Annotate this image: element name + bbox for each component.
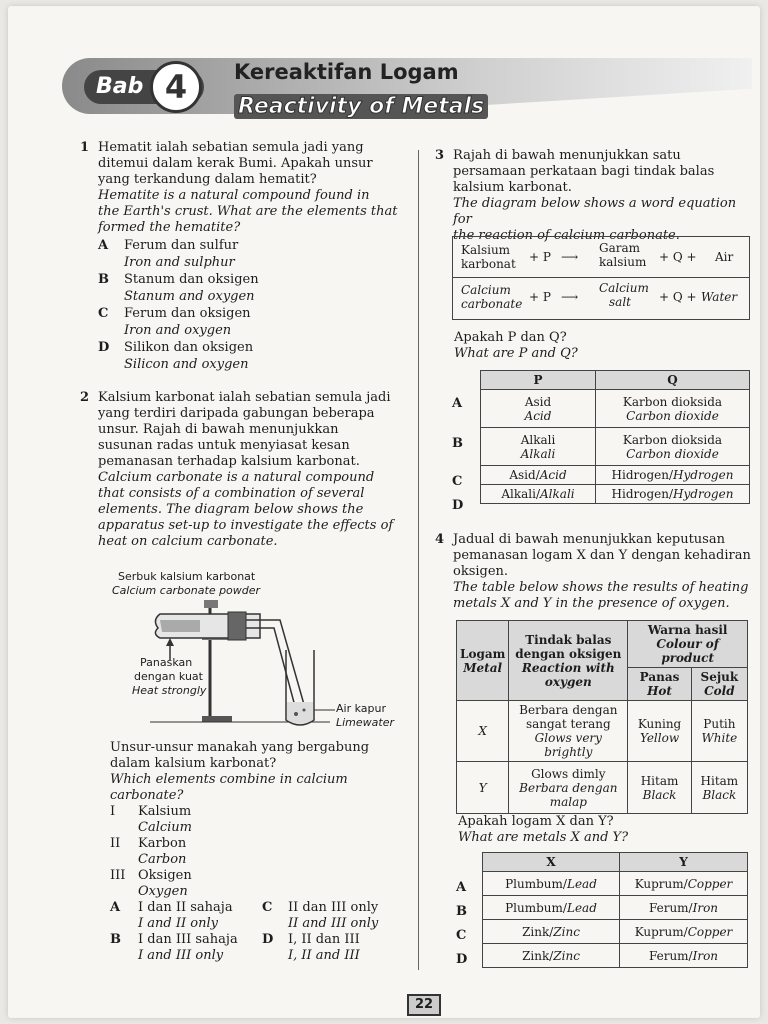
option-text-ms: Stanum dan oksigen xyxy=(124,272,259,287)
cell-ms: Alkali xyxy=(520,432,556,447)
option-text-en: I and II only xyxy=(138,916,218,931)
option-text-en: I and III only xyxy=(138,948,224,963)
cell-en: Alkali xyxy=(540,487,575,501)
q3-text-ms-line: persamaan perkataan bagi tindak balas xyxy=(453,164,715,179)
q3-option-a[interactable] xyxy=(481,390,750,428)
q3-question xyxy=(454,330,744,362)
cell-en: Hydrogen xyxy=(673,468,734,482)
question-2-part-2 xyxy=(110,740,410,964)
header-colour-ms: Warna hasil xyxy=(647,623,728,637)
q1-text-ms-line: Hematit ialah sebatian semula jadi yang xyxy=(98,140,364,155)
label-heat-en: Heat strongly xyxy=(132,684,207,697)
eq-en-reactant: Calcium xyxy=(461,283,511,297)
cell-reaction: Glows dimly xyxy=(531,766,606,781)
cell-en: Carbon dioxide xyxy=(626,446,719,461)
option-text-en: II and III only xyxy=(288,916,379,931)
q1-text-ms-line: ditemui dalam kerak Bumi. Apakah unsur xyxy=(98,156,373,171)
cell-ms: Karbon dioksida xyxy=(622,394,723,409)
col-header-x: X xyxy=(483,853,620,872)
q2-question-en: carbonate? xyxy=(110,788,184,803)
item-text-ms: Karbon xyxy=(138,836,187,851)
header-reaction-ms: Tindak balas xyxy=(525,632,612,647)
q2-option-b[interactable] xyxy=(110,932,238,963)
q4-option-b[interactable] xyxy=(483,896,748,920)
cell-metal: X xyxy=(457,701,509,762)
item-text-en: Carbon xyxy=(138,852,187,867)
header-cold-ms: Sejuk xyxy=(700,670,739,684)
option-text-ms: I, II dan III xyxy=(288,932,360,947)
eq-ms-reactant: Kalsium xyxy=(461,243,511,257)
header-cold-en: Cold xyxy=(704,684,735,698)
option-letter: B xyxy=(456,904,467,919)
q2-option-c[interactable] xyxy=(262,900,379,931)
q2-option-d[interactable] xyxy=(262,932,360,963)
cell-ms: Kuprum/ xyxy=(634,876,688,891)
cell-cold-en: White xyxy=(701,731,738,745)
eq-plus-p: + P xyxy=(529,250,551,264)
cell-cold-ms: Hitam xyxy=(700,773,739,788)
apparatus-diagram xyxy=(110,570,410,735)
option-text-en: Iron and sulphur xyxy=(124,255,235,270)
header-hot-ms: Panas xyxy=(639,670,680,684)
q4-option-d[interactable] xyxy=(483,944,748,968)
header-reaction-en: oxygen xyxy=(544,674,592,689)
item-text-ms: Oksigen xyxy=(138,868,192,883)
cell-reaction: Glows very brightly xyxy=(534,731,602,759)
cell-en: Carbon dioxide xyxy=(626,408,719,423)
cell-ms: Hidrogen/ xyxy=(611,468,674,482)
q1-text-en-line: formed the hematite? xyxy=(98,220,241,235)
q4-question-en: What are metals X and Y? xyxy=(458,830,629,845)
column-divider xyxy=(418,150,419,970)
q2-option-a[interactable] xyxy=(110,900,233,931)
cell-hot-ms: Kuning xyxy=(637,717,682,731)
eq-en-product: Calcium xyxy=(599,281,649,295)
cell-ms: Plumbum/ xyxy=(505,900,567,915)
q2-question-ms: dalam kalsium karbonat? xyxy=(110,756,277,771)
q2-text-en-line: elements. The diagram below shows the xyxy=(98,502,364,517)
q4-option-c[interactable] xyxy=(483,920,748,944)
q1-text-en-line: Hematite is a natural compound found in xyxy=(98,188,370,203)
eq-en-reactant: carbonate xyxy=(461,297,523,311)
eq-plus-p: + P xyxy=(529,290,551,304)
q2-question-ms: Unsur-unsur manakah yang bergabung xyxy=(110,740,370,755)
label-heat-ms-1: Panaskan xyxy=(140,656,193,669)
option-letter: A xyxy=(110,900,121,915)
table-row xyxy=(457,762,748,814)
q4-results-table xyxy=(456,620,748,814)
option-text-en: Silicon and oxygen xyxy=(124,357,249,372)
option-letter: B xyxy=(452,436,463,451)
label-heat-ms-2: dengan kuat xyxy=(134,670,203,683)
q4-text-ms-line: Jadual di bawah menunjukkan keputusan xyxy=(453,532,725,547)
eq-ms-product: Garam xyxy=(599,241,641,255)
option-letter: D xyxy=(262,932,274,947)
eq-en-water: Water xyxy=(701,290,738,304)
q1-text-ms-line: yang terkandung dalam hematit? xyxy=(98,172,317,187)
header-reaction-en: Reaction with xyxy=(521,660,615,675)
option-letter: C xyxy=(452,474,463,489)
cell-reaction: malap xyxy=(549,794,587,809)
word-equation xyxy=(452,236,750,320)
question-number: 2 xyxy=(80,390,90,405)
cell-hot-ms: Hitam xyxy=(640,773,679,788)
cell-ms: Alkali/ xyxy=(501,487,541,501)
q4-text-ms-line: oksigen. xyxy=(453,564,509,579)
item-roman: I xyxy=(110,804,116,819)
option-text-ms: Silikon dan oksigen xyxy=(124,340,254,355)
cell-en: Zinc xyxy=(553,948,580,963)
chapter-title-en: Reactivity of Metals xyxy=(234,94,488,119)
cell-ms: Zink/ xyxy=(522,924,554,939)
table-row xyxy=(457,701,748,762)
q1-option-d[interactable] xyxy=(98,340,408,357)
q2-text-ms-line: unsur. Rajah di bawah menunjukkan xyxy=(98,422,339,437)
q2-text-en-line: heat on calcium carbonate. xyxy=(98,534,278,549)
option-letter: C xyxy=(98,306,109,321)
option-text-ms: II dan III only xyxy=(288,900,379,915)
header-colour-en: Colour of product xyxy=(656,637,719,665)
header-hot-en: Hot xyxy=(647,684,672,698)
q3-option-c[interactable] xyxy=(481,466,750,485)
cell-en: Zinc xyxy=(553,924,580,939)
arrow-right-icon: ⟶ xyxy=(561,250,579,264)
arrow-right-icon: ⟶ xyxy=(561,290,579,304)
item-roman: III xyxy=(110,868,126,883)
cell-en: Iron xyxy=(692,900,719,915)
q2-text-ms-line: pemanasan terhadap kalsium karbonat. xyxy=(98,454,360,469)
q2-text-ms-line: yang terdiri daripada gabungan beberapa xyxy=(98,406,375,421)
q3-text-en-line: The diagram below shows a word equation for xyxy=(453,196,737,227)
chapter-number: 4 xyxy=(150,61,202,113)
col-header-q: Q xyxy=(596,371,750,390)
q2-text-en-line: that consists of a combination of several xyxy=(98,486,365,501)
cell-en: Acid xyxy=(524,408,552,423)
label-powder-en: Calcium carbonate powder xyxy=(112,584,261,597)
header-logam: Logam xyxy=(460,646,506,661)
q1-option-b[interactable] xyxy=(98,272,408,289)
item-roman: II xyxy=(110,836,121,851)
q4-text-en-line: metals X and Y in the presence of oxygen. xyxy=(453,596,730,611)
option-letter: B xyxy=(110,932,121,947)
cell-cold-ms: Putih xyxy=(703,717,736,731)
q3-text-ms-line: kalsium karbonat. xyxy=(453,180,572,195)
option-text-ms: I dan II sahaja xyxy=(138,900,233,915)
page-number: 22 xyxy=(407,994,441,1016)
option-text-ms: Ferum dan sulfur xyxy=(124,238,239,253)
cell-ms: Plumbum/ xyxy=(505,876,567,891)
cell-ms: Asid xyxy=(524,394,552,409)
q2-text-en-line: apparatus set-up to investigate the effects of xyxy=(98,518,394,533)
cell-en: Copper xyxy=(687,876,733,891)
option-text-ms: Ferum dan oksigen xyxy=(124,306,251,321)
cell-en: Iron xyxy=(692,948,719,963)
header-metal: Metal xyxy=(463,660,503,675)
option-letter: A xyxy=(452,396,463,411)
cell-en: Copper xyxy=(687,924,733,939)
label-powder-ms: Serbuk kalsium karbonat xyxy=(118,570,256,583)
q3-option-d[interactable] xyxy=(481,485,750,504)
cell-en: Alkali xyxy=(520,446,556,461)
cell-en: Lead xyxy=(566,876,597,891)
cell-en: Hydrogen xyxy=(673,487,734,501)
cell-reaction: sangat terang xyxy=(525,717,611,731)
cell-reaction: Berbara dengan xyxy=(519,703,618,717)
question-number: 3 xyxy=(435,148,445,163)
option-letter: A xyxy=(456,880,467,895)
cell-en: Lead xyxy=(566,900,597,915)
chapter-title-ms: Kereaktifan Logam xyxy=(234,60,459,84)
q3-question-en: What are P and Q? xyxy=(454,346,578,361)
col-header-p: P xyxy=(481,371,596,390)
col-header-y: Y xyxy=(620,853,748,872)
header-reaction-ms: dengan oksigen xyxy=(515,646,622,661)
q4-text-en-line: The table below shows the results of heating xyxy=(453,580,749,595)
item-text-en: Calcium xyxy=(138,820,192,835)
option-letter: C xyxy=(456,928,467,943)
question-number: 4 xyxy=(435,532,445,547)
option-letter: D xyxy=(452,498,464,513)
option-letter: D xyxy=(98,340,110,355)
option-text-en: I, II and III xyxy=(288,948,360,963)
q2-text-ms-line: susunan radas untuk menyiasat kesan xyxy=(98,438,350,453)
cell-ms: Karbon dioksida xyxy=(622,432,723,447)
q3-option-b[interactable] xyxy=(481,428,750,466)
option-text-en: Iron and oxygen xyxy=(124,323,232,338)
item-text-en: Oxygen xyxy=(138,884,188,899)
q1-text-en-line: the Earth's crust. What are the elements that xyxy=(98,204,398,219)
q1-option-a[interactable] xyxy=(98,238,408,255)
option-text-ms: I dan III sahaja xyxy=(138,932,238,947)
q4-text-ms-line: pemanasan logam X dan Y dengan kehadiran xyxy=(453,548,751,563)
cell-ms: Hidrogen/ xyxy=(611,487,674,501)
cell-metal: Y xyxy=(457,762,509,814)
q4-option-a[interactable] xyxy=(483,872,748,896)
q2-text-en-line: Calcium carbonate is a natural compound xyxy=(98,470,375,485)
option-letter: A xyxy=(98,238,109,253)
label-limewater-en: Limewater xyxy=(336,716,395,729)
cell-hot-en: Black xyxy=(642,787,677,802)
chapter-banner xyxy=(62,44,752,122)
option-text-en: Stanum and oxygen xyxy=(124,289,255,304)
q4-question-ms: Apakah logam X dan Y? xyxy=(458,814,614,829)
q2-question-en: Which elements combine in calcium xyxy=(110,772,348,787)
cell-ms: Asid/ xyxy=(509,468,540,482)
label-limewater-ms: Air kapur xyxy=(336,702,386,715)
cell-cold-en: Black xyxy=(702,787,737,802)
option-letter: B xyxy=(98,272,109,287)
cell-en: Acid xyxy=(539,468,567,482)
q3-question-ms: Apakah P dan Q? xyxy=(454,330,567,345)
q2-text-ms-line: Kalsium karbonat ialah sebatian semula jadi xyxy=(98,390,391,405)
cell-ms: Zink/ xyxy=(522,948,554,963)
q1-option-c[interactable] xyxy=(98,306,408,323)
cell-reaction: Berbara dengan xyxy=(519,780,618,795)
cell-ms: Ferum/ xyxy=(648,948,693,963)
eq-ms-water: Air xyxy=(715,250,734,264)
cell-ms: Ferum/ xyxy=(648,900,693,915)
bab-label: Bab xyxy=(96,74,144,99)
q3-text-en-line: the reaction of calcium carbonate. xyxy=(453,228,680,243)
eq-ms-reactant: karbonat xyxy=(461,257,516,271)
option-letter: C xyxy=(262,900,273,915)
item-text-ms: Kalsium xyxy=(138,804,192,819)
option-letter: D xyxy=(456,952,468,967)
eq-ms-product: kalsium xyxy=(599,255,647,269)
question-number: 1 xyxy=(80,140,90,155)
q3-text-ms-line: Rajah di bawah menunjukkan satu xyxy=(453,148,681,163)
eq-plus-q: + Q + xyxy=(659,250,697,264)
eq-en-product: salt xyxy=(609,295,631,309)
q4-question xyxy=(458,814,748,846)
eq-plus-q: + Q + xyxy=(659,290,697,304)
cell-hot-en: Yellow xyxy=(639,731,680,745)
cell-ms: Kuprum/ xyxy=(634,924,688,939)
